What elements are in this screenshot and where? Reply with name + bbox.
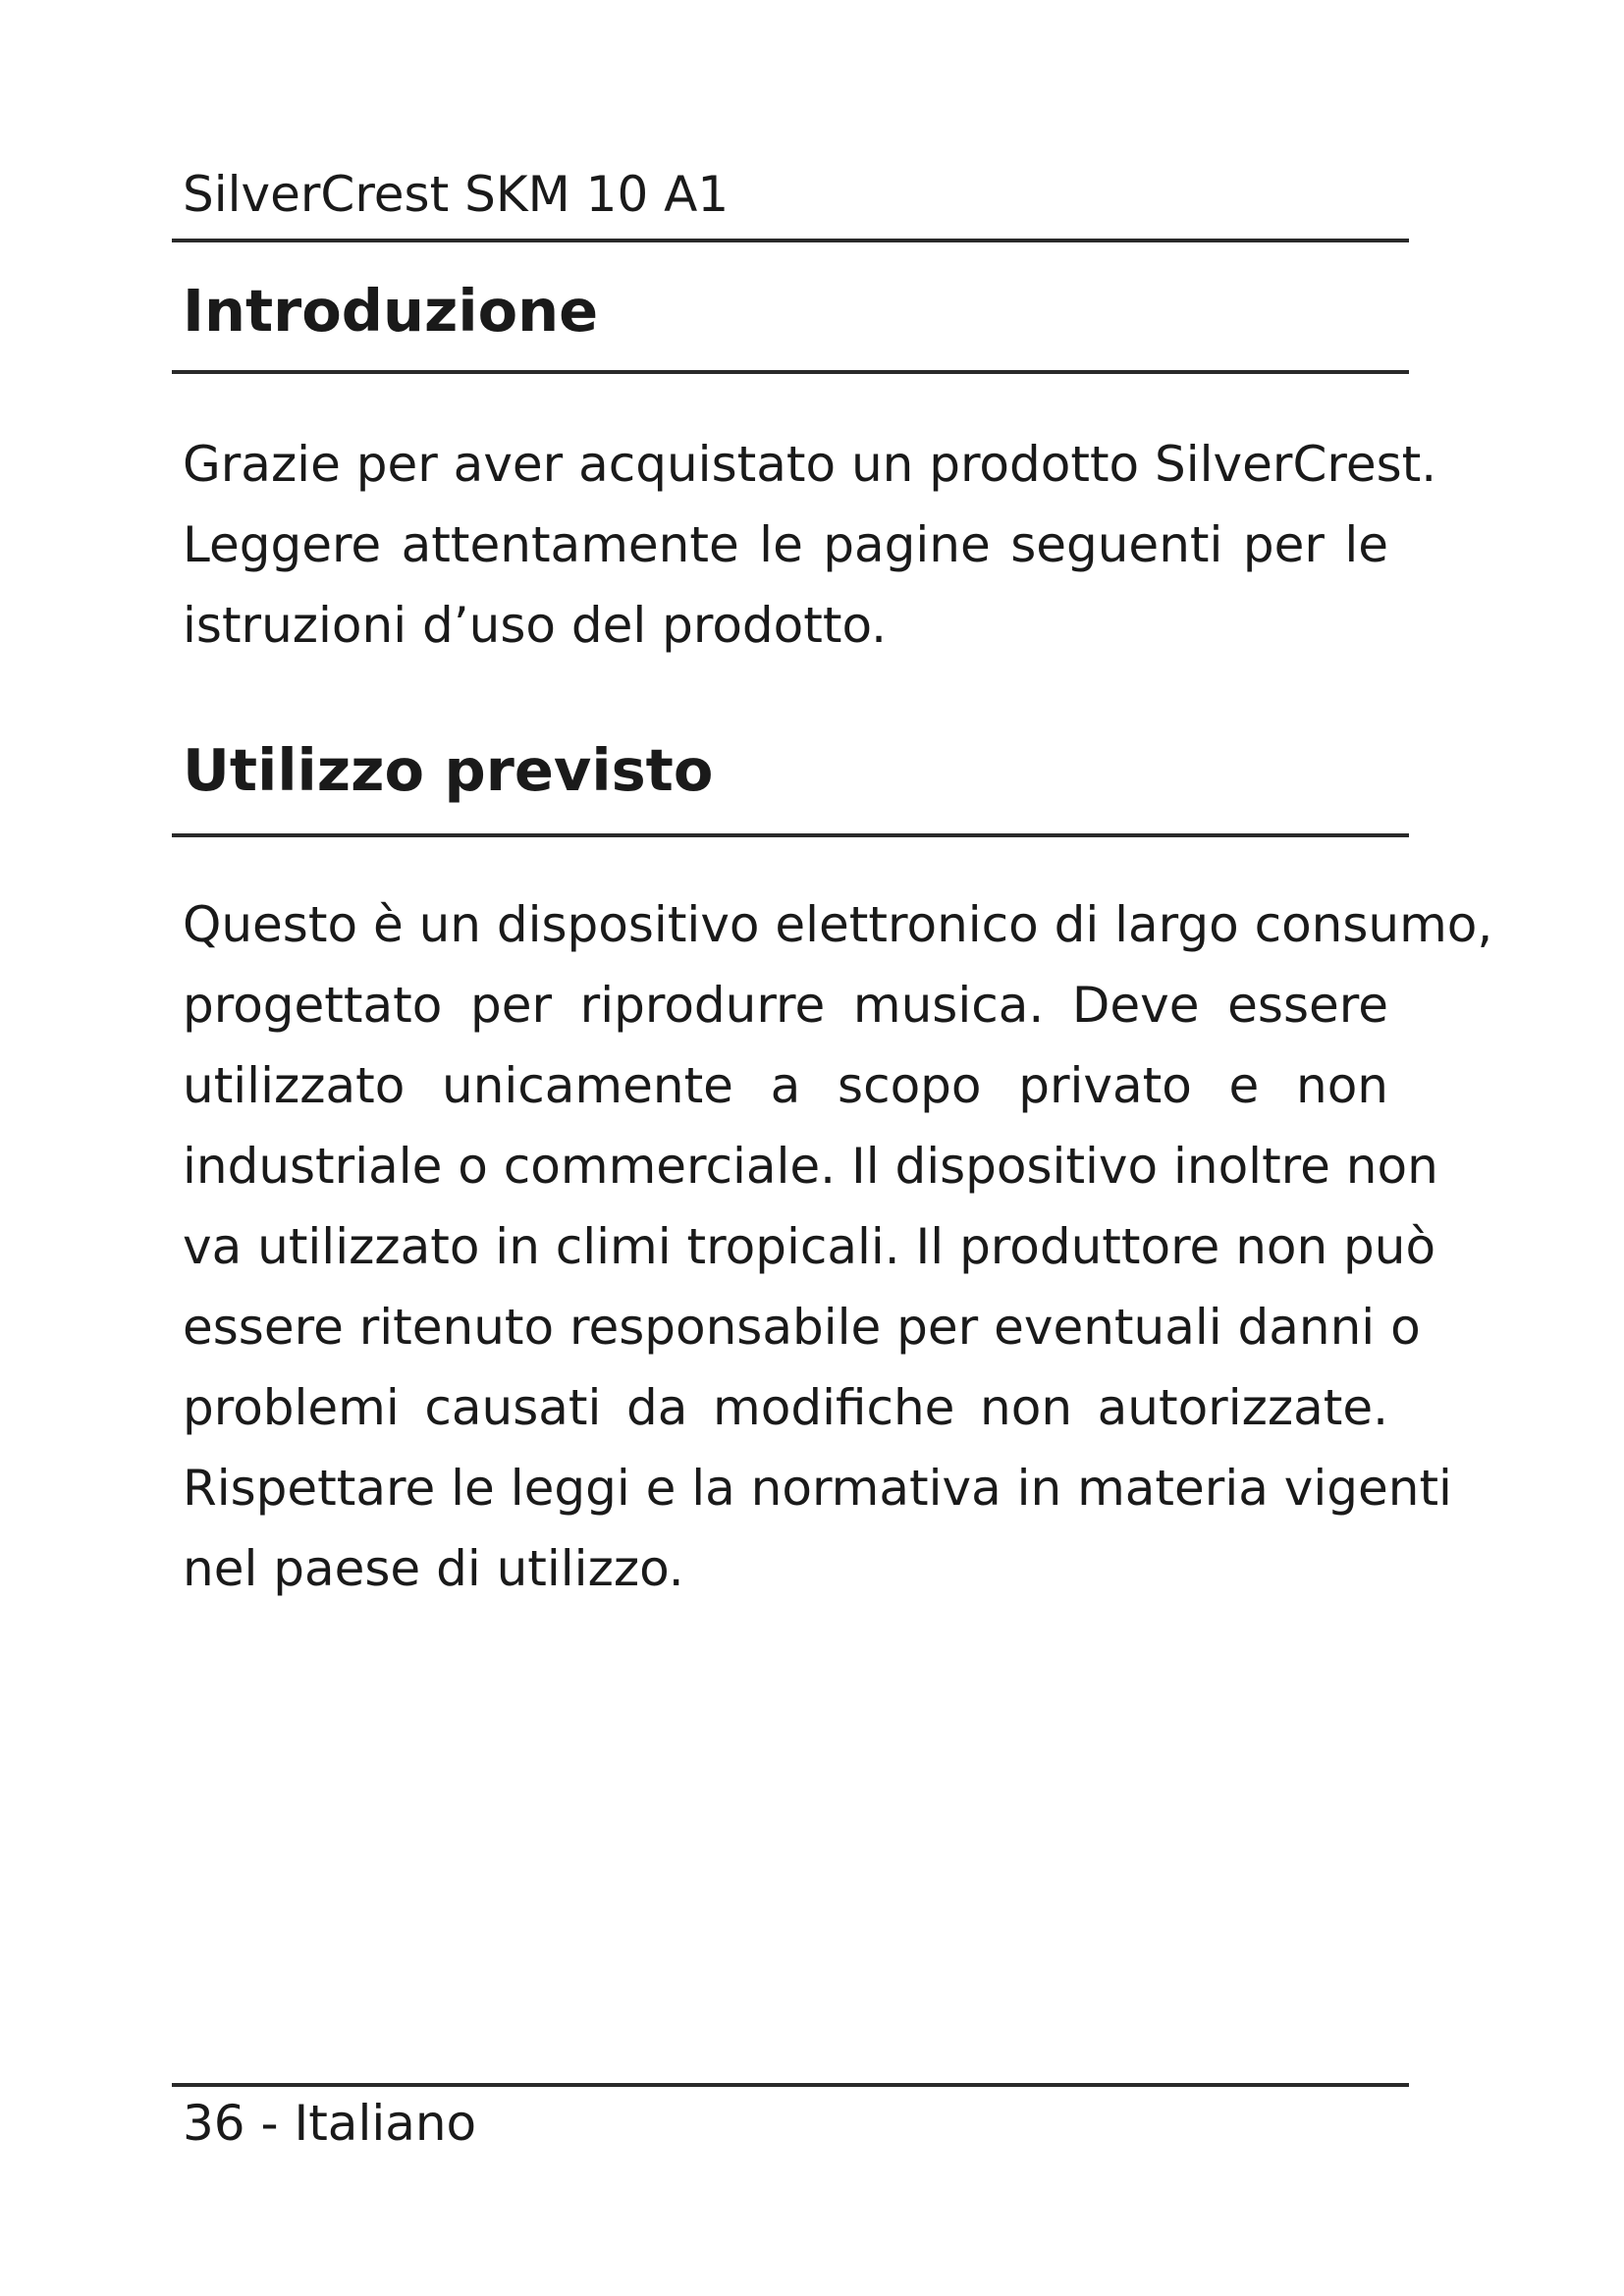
paragraph-line: Questo è un dispositivo elettronico di largo consumo, xyxy=(183,896,1493,953)
paragraph-line: progettato per riprodurre musica. Deve essere xyxy=(183,977,1388,1034)
intended-use-paragraph xyxy=(183,884,1493,1609)
section-divider xyxy=(172,833,1409,837)
footer-divider xyxy=(172,2083,1409,2087)
intro-paragraph xyxy=(183,424,1437,666)
paragraph-line: industriale o commerciale. Il dispositivo inoltre non xyxy=(183,1138,1438,1195)
header-divider xyxy=(172,239,1409,242)
section-heading-introduzione: Introduzione xyxy=(183,277,599,345)
paragraph-line: Grazie per aver acquistato un prodotto SilverCrest. xyxy=(183,436,1437,493)
paragraph-line: Leggere attentamente le pagine seguenti per le xyxy=(183,516,1388,573)
paragraph-line: utilizzato unicamente a scopo privato e non xyxy=(183,1057,1388,1114)
page-number-label: 36 - Italiano xyxy=(183,2095,477,2152)
section-divider xyxy=(172,370,1409,374)
paragraph-line: Rispettare le leggi e la normativa in materia vigenti xyxy=(183,1460,1452,1517)
section-heading-utilizzo-previsto: Utilizzo previsto xyxy=(183,736,714,804)
paragraph-line: nel paese di utilizzo. xyxy=(183,1540,684,1597)
paragraph-line: problemi causati da modifiche non autorizzate. xyxy=(183,1379,1388,1436)
product-title: SilverCrest SKM 10 A1 xyxy=(183,166,730,223)
paragraph-line: essere ritenuto responsabile per eventuali danni o xyxy=(183,1299,1421,1356)
paragraph-line: istruzioni d’uso del prodotto. xyxy=(183,597,888,654)
paragraph-line: va utilizzato in climi tropicali. Il produttore non può xyxy=(183,1218,1436,1275)
